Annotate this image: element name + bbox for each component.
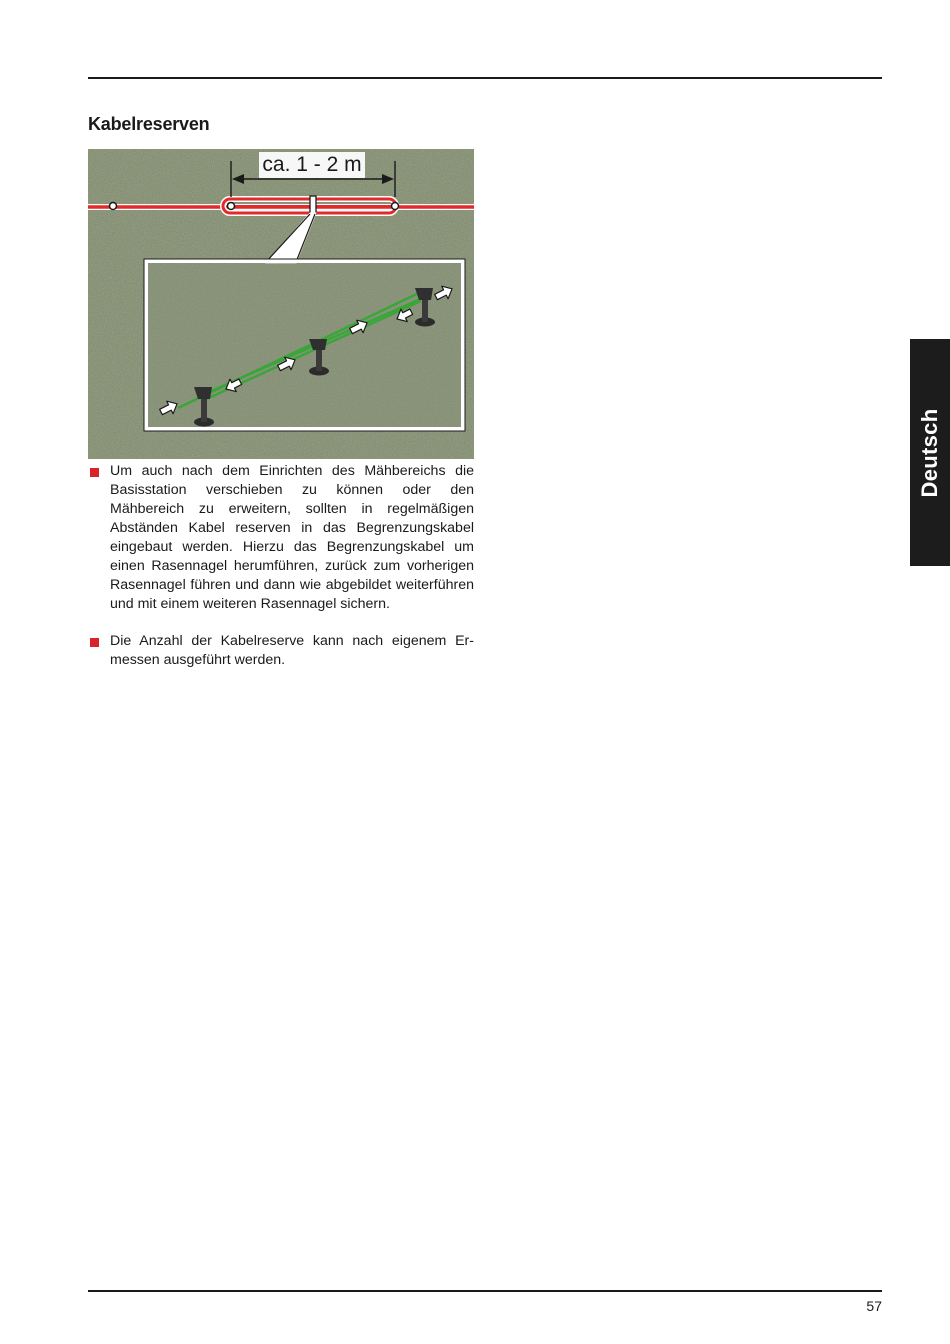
bullet-text: Die Anzahl der Kabelreserve kann nach eigenem Er-messen ausgeführt werden.: [110, 633, 474, 668]
page-number: 57: [866, 1298, 882, 1314]
lawn-nail-icon: [392, 203, 399, 210]
list-item: [88, 632, 474, 670]
bullet-square-icon: [90, 468, 99, 477]
detail-inset: [144, 259, 465, 431]
list-item: [88, 462, 474, 614]
language-tab: [910, 339, 950, 566]
illustration-svg: [88, 149, 474, 459]
bullet-square-icon: [90, 638, 99, 647]
bullet-list: [88, 462, 474, 688]
bullet-text: Um auch nach dem Einrichten des Mähbereichs die Basisstation verschieben zu können oder den Mähbereich zu erweitern, sollten in regelmäßigen Abständen Kabel reserven in das Begrenzungskabel eingebaut werden. Hierzu das Begrenzungskabel um einen Rasennagel herumführen, zurück zum vorherigen Rasennagel führen und dann wie abgebildet weiterführen und mit einem weiteren Rasennagel sichern.: [110, 463, 474, 612]
lawn-nail-icon: [110, 203, 117, 210]
lawn-nail-icon: [228, 203, 235, 210]
header-rule: [88, 77, 882, 79]
section-heading: Kabelreserven: [88, 114, 210, 134]
dimension-label: ca. 1 - 2 m: [259, 152, 365, 178]
language-tab-label: Deutsch: [917, 408, 942, 497]
cable-reserve-illustration: [88, 149, 474, 459]
footer-rule: [88, 1290, 882, 1292]
zoom-marker: [310, 196, 316, 214]
